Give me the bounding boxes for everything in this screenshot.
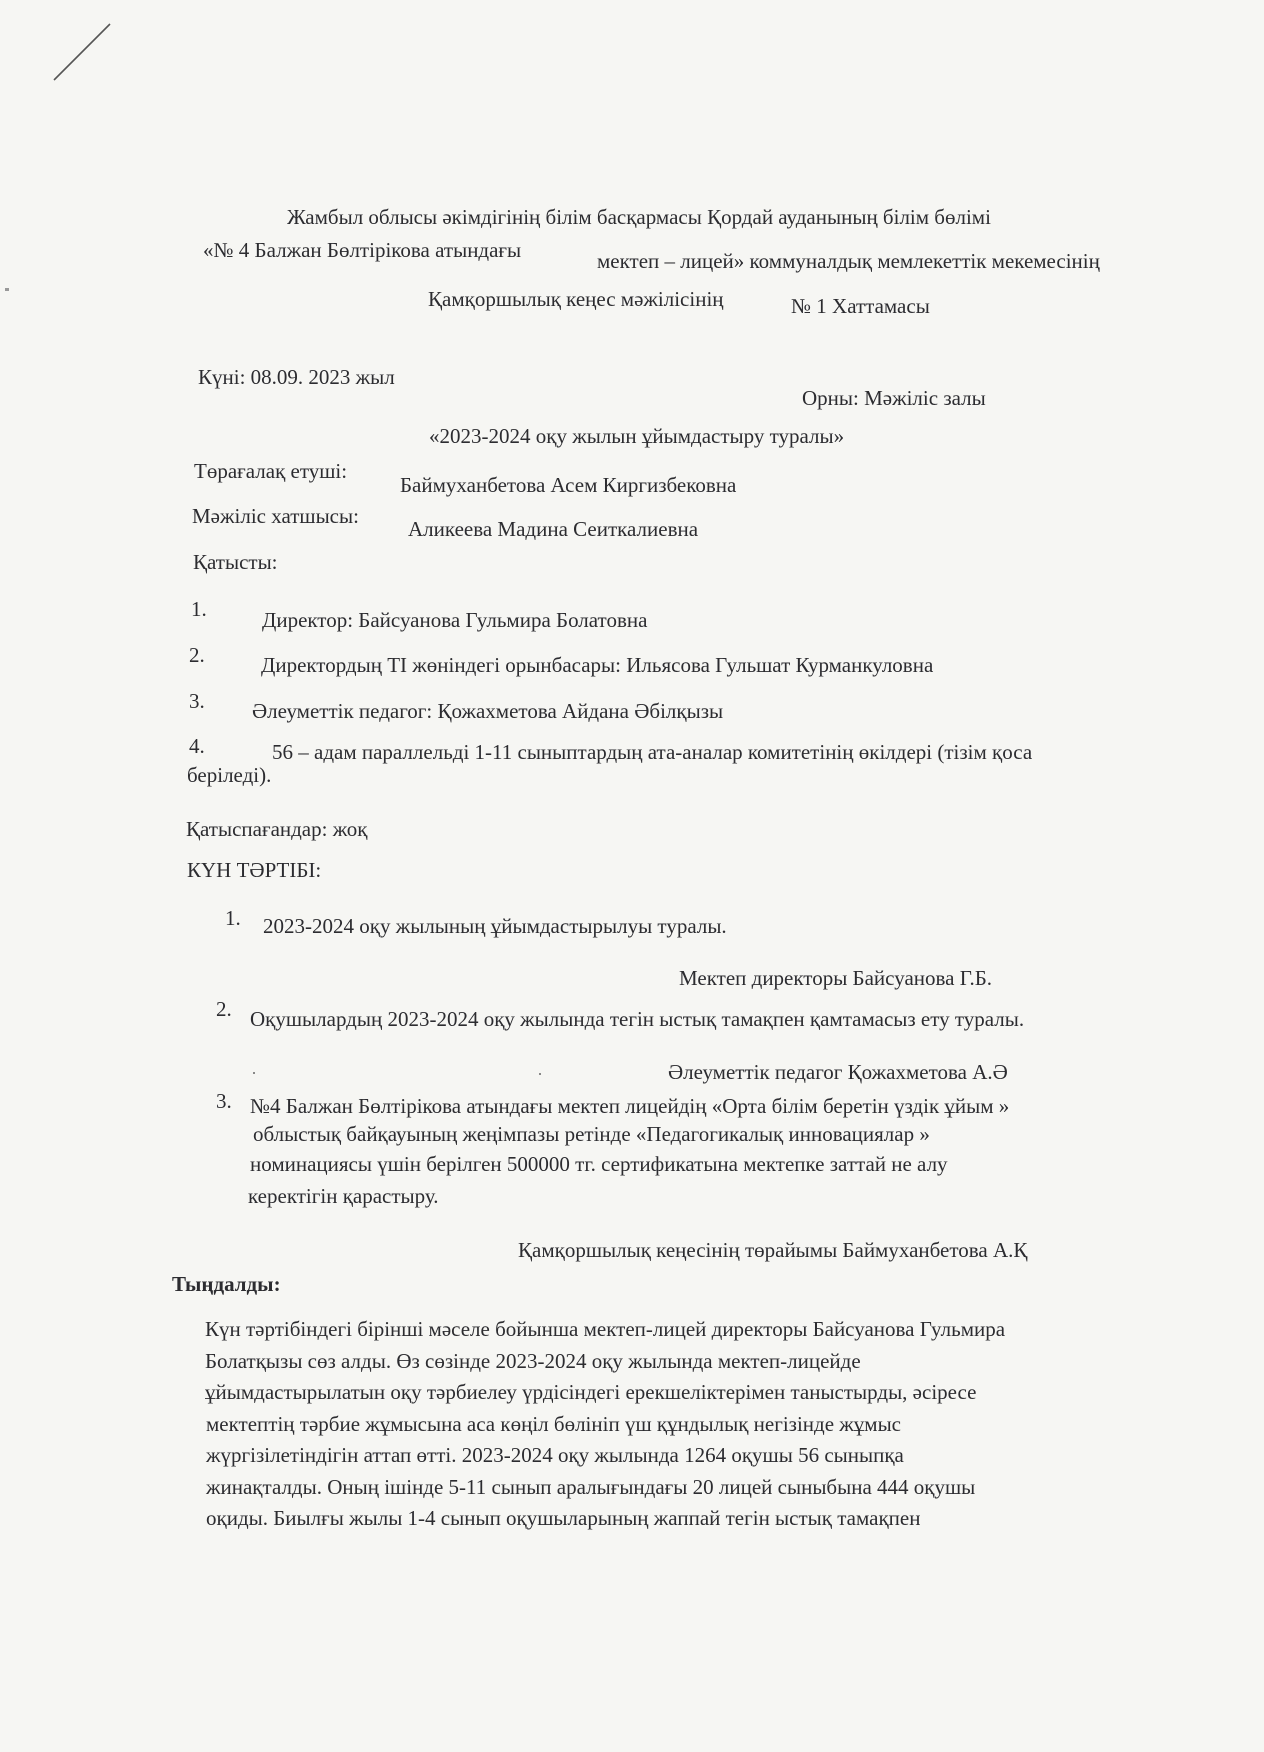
agenda-number: 1.	[225, 906, 241, 930]
agenda-item-line: облыстық байқауының жеңімпазы ретінде «Педагогикалық инновациялар »	[253, 1122, 930, 1146]
heard-paragraph-line: Болатқызы сөз алды. Өз сөзінде 2023-2024 оқу жылында мектеп-лицейде	[205, 1349, 861, 1373]
agenda-title: КҮН ТӘРТІБІ:	[187, 858, 322, 882]
header-line-3-right: № 1 Хаттамасы	[791, 294, 930, 318]
agenda-number: 2.	[216, 997, 232, 1021]
pen-stroke-mark	[52, 22, 132, 82]
header-line-2-right: мектеп – лицей» коммуналдық мемлекеттік мекемесінің	[597, 249, 1100, 273]
chair-label: Төрағалақ етуші:	[194, 459, 348, 483]
attendee-text: 56 – адам параллельді 1-11 сыныптардың ата-аналар комитетінің өкілдері (тізім қоса	[272, 740, 1033, 764]
scan-artifact	[253, 1072, 255, 1074]
agenda-speaker: Мектеп директоры Байсуанова Г.Б.	[679, 966, 993, 990]
attendee-text-continued: беріледі).	[187, 763, 272, 787]
heard-paragraph-line: жүргізілетіндігін аттап өтті. 2023-2024 оқу жылында 1264 оқушы 56 сыныпқа	[206, 1443, 904, 1467]
attendee-number: 4.	[189, 734, 205, 758]
header-line-2-left: «№ 4 Балжан Бөлтірікова атындағы	[203, 238, 522, 262]
heard-paragraph-line: жинақталды. Оның ішінде 5-11 сынып аралығындағы 20 лицей сыныбына 444 оқушы	[206, 1475, 976, 1499]
agenda-item-text: Оқушылардың 2023-2024 оқу жылында тегін ыстық тамақпен қамтамасыз ету туралы.	[250, 1007, 1025, 1031]
agenda-item-line: №4 Балжан Бөлтірікова атындағы мектеп лицейдің «Орта білім беретін үздік ұйым »	[250, 1094, 1010, 1118]
heard-paragraph-line: оқиды. Биылғы жылы 1-4 сынып оқушыларының жаппай тегін ыстық тамақпен	[206, 1506, 921, 1530]
scan-artifact	[5, 288, 9, 291]
attendee-number: 1.	[191, 597, 207, 621]
secretary-name: Аликеева Мадина Сеиткалиевна	[408, 517, 699, 541]
agenda-item-text: 2023-2024 оқу жылының ұйымдастырылуы туралы.	[263, 914, 727, 938]
attended-label: Қатысты:	[193, 550, 278, 574]
heard-paragraph-line: Күн тәртібіндегі бірінші мәселе бойынша мектеп-лицей директоры Байсуанова Гульмира	[205, 1317, 1006, 1341]
meeting-place: Орны: Мәжіліс залы	[802, 386, 986, 410]
header-line-1: Жамбыл облысы әкімдігінің білім басқармасы Қордай ауданының білім бөлімі	[287, 205, 991, 229]
heard-title: Тыңдалды:	[172, 1272, 281, 1296]
attendee-number: 3.	[189, 689, 205, 713]
meeting-date: Күні: 08.09. 2023 жыл	[198, 365, 395, 389]
attendee-number: 2.	[189, 643, 205, 667]
agenda-number: 3.	[216, 1089, 232, 1113]
absent-line: Қатыспағандар: жоқ	[186, 817, 368, 841]
attendee-text: Директор: Байсуанова Гульмира Болатовна	[262, 608, 648, 632]
meeting-topic: «2023-2024 оқу жылын ұйымдастыру туралы»	[429, 424, 845, 448]
secretary-label: Мәжіліс хатшысы:	[192, 504, 359, 528]
agenda-item-line: номинациясы үшін берілген 500000 тг. сертификатына мектепке заттай не алу	[250, 1152, 948, 1176]
heard-paragraph-line: мектептің тәрбие жұмысына аса көңіл бөлініп үш құндылық негізінде жұмыс	[206, 1412, 901, 1436]
agenda-speaker: Қамқоршылық кеңесінің төрайымы Баймуханбетова А.Қ	[518, 1238, 1028, 1262]
attendee-text: Директордың ТІ жөніндегі орынбасары: Ильясова Гульшат Курманкуловна	[261, 653, 934, 677]
attendee-text: Әлеуметтік педагог: Қожахметова Айдана Әбілқызы	[252, 699, 724, 723]
heard-paragraph-line: ұйымдастырылатын оқу тәрбиелеу үрдісіндегі ерекшеліктерімен таныстырды, әсіресе	[205, 1380, 977, 1404]
agenda-speaker: Әлеуметтік педагог Қожахметова А.Ә	[668, 1060, 1008, 1084]
chair-name: Баймуханбетова Асем Киргизбековна	[400, 473, 737, 497]
header-line-3-left: Қамқоршылық кеңес мәжілісінің	[428, 287, 724, 311]
scan-artifact	[539, 1073, 541, 1075]
agenda-item-line: керектігін қарастыру.	[248, 1184, 439, 1208]
